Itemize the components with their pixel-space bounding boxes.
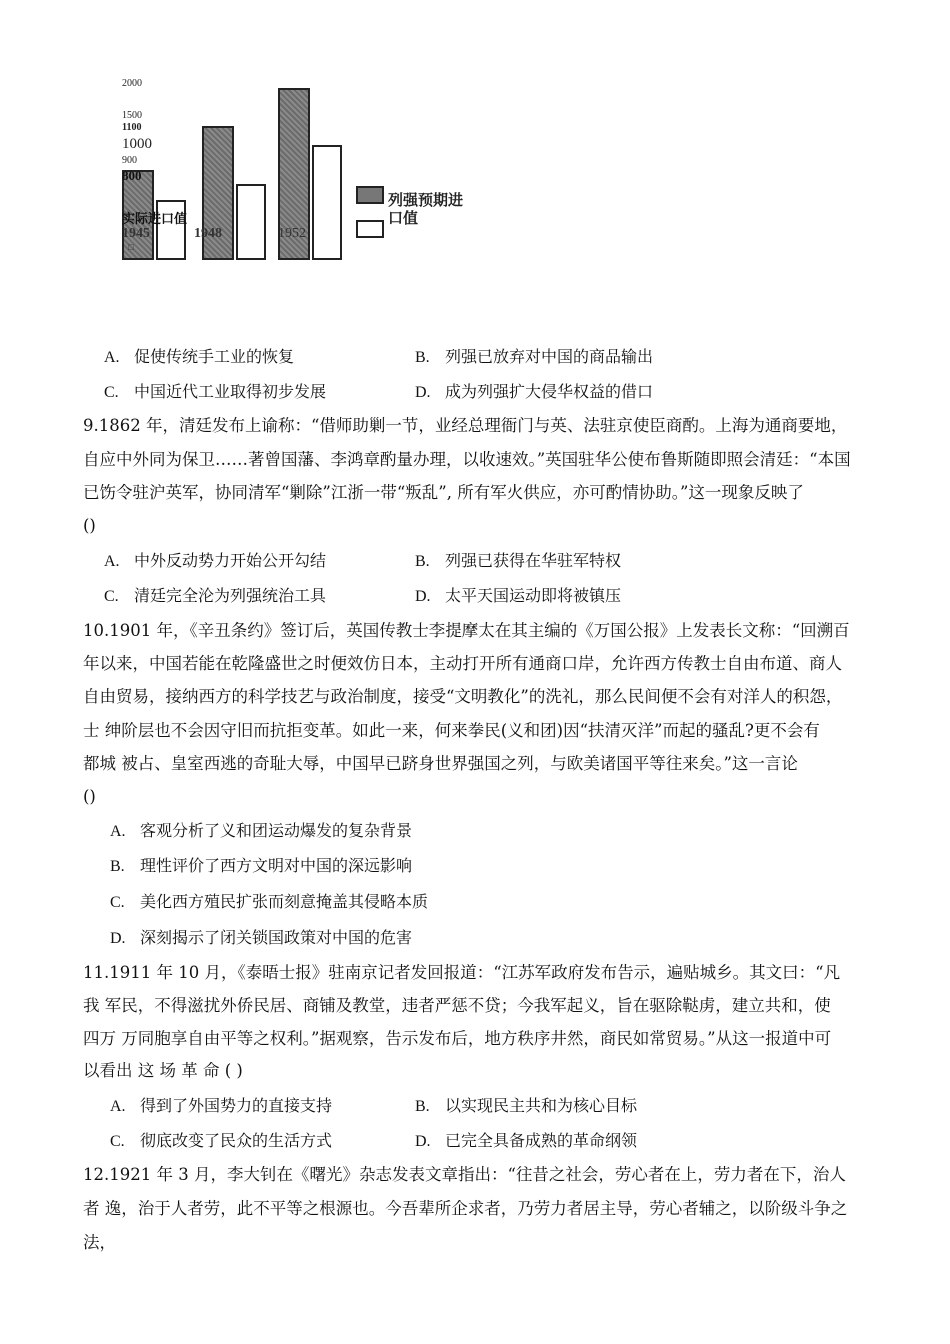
q10-option-c: [110, 889, 428, 912]
q8-option-c: [104, 379, 326, 402]
option-letter: D.: [415, 384, 431, 401]
option-letter: C.: [104, 384, 119, 401]
legend-label: 口值: [388, 209, 419, 227]
option-letter: A.: [110, 1098, 126, 1115]
y-tick-label: 800: [122, 168, 142, 183]
option-text: 中外反动势力开始公开勾结: [134, 551, 327, 570]
y-tick-label: 1500: [122, 110, 142, 121]
bar-chart: [110, 70, 510, 280]
option-letter: A.: [104, 553, 120, 570]
q8-option-a: [104, 344, 294, 367]
q9-stem-line: 9.1862 年，清廷发布上谕称：“借师助剿一节，业经总理衙门与英、法驻京使臣商酌。上海为通商要地，: [83, 416, 848, 435]
q9-option-b: [415, 548, 621, 571]
option-text: 客观分析了义和团运动爆发的复杂背景: [140, 821, 413, 840]
option-text: 列强已获得在华驻军特权: [445, 551, 622, 570]
option-text: 以实现民主共和为核心目标: [445, 1096, 638, 1115]
q11-stem-line: 11.1911 年 10 月，《泰晤士报》驻南京记者发回报道：“江苏军政府发布告示，遍贴城乡。其文曰：“凡: [83, 963, 841, 982]
option-text: 列强已放弃对中国的商品输出: [445, 347, 654, 366]
q9-stem-line: 已饬令驻沪英军，协同清军“剿除”江浙一带“叛乱”, 所有军火供应，亦可酌情协助。”这一现象反映了: [83, 483, 804, 502]
q10-option-a: [110, 818, 412, 841]
q10-stem-line: 10.1901 年，《辛丑条约》签订后，英国传教士李提摩太在其主编的《万国公报》上发表长文称：“回溯百: [83, 621, 850, 640]
option-letter: B.: [415, 349, 430, 366]
option-text: 已完全具备成熟的革命纲领: [445, 1131, 638, 1150]
q9-stem-line: (): [83, 516, 96, 535]
q10-option-b: [110, 853, 412, 876]
option-letter: C.: [104, 588, 119, 605]
q11-option-b: [415, 1093, 637, 1116]
q8-option-d: [415, 379, 653, 402]
option-letter: B.: [415, 1098, 430, 1115]
option-letter: B.: [415, 553, 430, 570]
option-text: 促使传统手工业的恢复: [134, 347, 295, 366]
q9-option-d: [415, 583, 621, 606]
option-letter: D.: [415, 1133, 431, 1150]
x-tick-label: 1948: [194, 226, 222, 241]
option-letter: C.: [110, 1133, 125, 1150]
bar-1952-actual: [312, 145, 342, 260]
q10-stem-line: 士 绅阶层也不会因守旧而抗拒变革。如此一来，何来拳民(义和团)因“扶清灭洋”而起的骚乱?更不会有: [83, 721, 820, 740]
legend-label: 列强预期进: [388, 191, 464, 209]
option-text: 彻底改变了民众的生活方式: [140, 1131, 333, 1150]
q11-stem-line: 四万 万同胞享自由平等之权利。”据观察，告示发布后，地方秩序井然，商民如常贸易。”从这一报道中可: [83, 1029, 832, 1048]
q11-option-c: [110, 1128, 332, 1151]
q9-option-a: [104, 548, 326, 571]
option-letter: C.: [110, 894, 125, 911]
q11-stem-line: 我 军民，不得滋扰外侨民居、商铺及教堂，违者严惩不贷；今我军起义，旨在驱除鞑虏，建立共和，使: [83, 996, 831, 1015]
q10-stem-line: 年以来，中国若能在乾隆盛世之时便效仿日本，主动打开所有通商口岸，允许西方传教士自由布道、商人: [83, 654, 842, 673]
option-letter: A.: [110, 823, 126, 840]
legend-swatch-light: [356, 220, 384, 238]
option-text: 理性评价了西方文明对中国的深远影响: [140, 856, 413, 875]
q12-stem-line: 法，: [83, 1233, 116, 1252]
option-text: 美化西方殖民扩张而刻意掩盖其侵略本质: [140, 892, 429, 911]
bar-1948-actual: [236, 184, 266, 260]
x-tick-label: 1945: [122, 226, 150, 241]
option-text: 太平天国运动即将被镇压: [445, 586, 622, 605]
q9-option-c: [104, 583, 326, 606]
option-text: 清廷完全沦为列强统治工具: [134, 586, 327, 605]
y-tick-label: 1100: [122, 122, 142, 133]
option-letter: A.: [104, 349, 120, 366]
q10-stem-line: 都城 被占、皇室西逃的奇耻大辱，中国早已跻身世界强国之列，与欧美诸国平等往来矣。”这一言论: [83, 754, 798, 773]
y-tick-label: 1000: [122, 136, 152, 152]
q9-stem-line: 自应中外同为保卫……著曾国藩、李鸿章酌量办理，以收速效。”英国驻华公使布鲁斯随即照会清廷：“本国: [83, 450, 851, 469]
q11-option-d: [415, 1128, 637, 1151]
legend-swatch-dark: [356, 186, 384, 204]
option-text: 深刻揭示了闭关锁国政策对中国的危害: [140, 928, 413, 947]
square-mark: □: [128, 242, 134, 252]
q11-stem-line: 以看出 这 场 革 命 ( ): [83, 1061, 243, 1080]
q10-option-d: [110, 925, 412, 948]
q12-stem-line: 12.1921 年 3 月，李大钊在《曙光》杂志发表文章指出：“往昔之社会，劳心者在上，劳力者在下，治人: [83, 1165, 846, 1184]
y-tick-label: 2000: [122, 78, 142, 89]
option-text: 得到了外国势力的直接支持: [140, 1096, 333, 1115]
q10-stem-line: (): [83, 787, 96, 806]
q11-option-a: [110, 1093, 332, 1116]
option-text: 中国近代工业取得初步发展: [134, 382, 327, 401]
option-text: 成为列强扩大侵华权益的借口: [445, 382, 654, 401]
x-tick-label: 1952: [278, 226, 306, 241]
option-letter: D.: [110, 930, 126, 947]
q10-stem-line: 自由贸易，接纳西方的科学技艺与政治制度，接受“文明教化”的洗礼，那么民间便不会有对洋人的积怨，: [83, 687, 843, 706]
q12-stem-line: 者 逸，治于人者劳，此不平等之根源也。今吾辈所企求者，乃劳力者居主导，劳心者辅之，以阶级斗争之: [83, 1199, 848, 1218]
option-letter: B.: [110, 858, 125, 875]
chart-inner-label: 实际进口值: [122, 211, 188, 226]
q8-option-b: [415, 344, 653, 367]
y-tick-label: 900: [122, 155, 137, 166]
option-letter: D.: [415, 588, 431, 605]
